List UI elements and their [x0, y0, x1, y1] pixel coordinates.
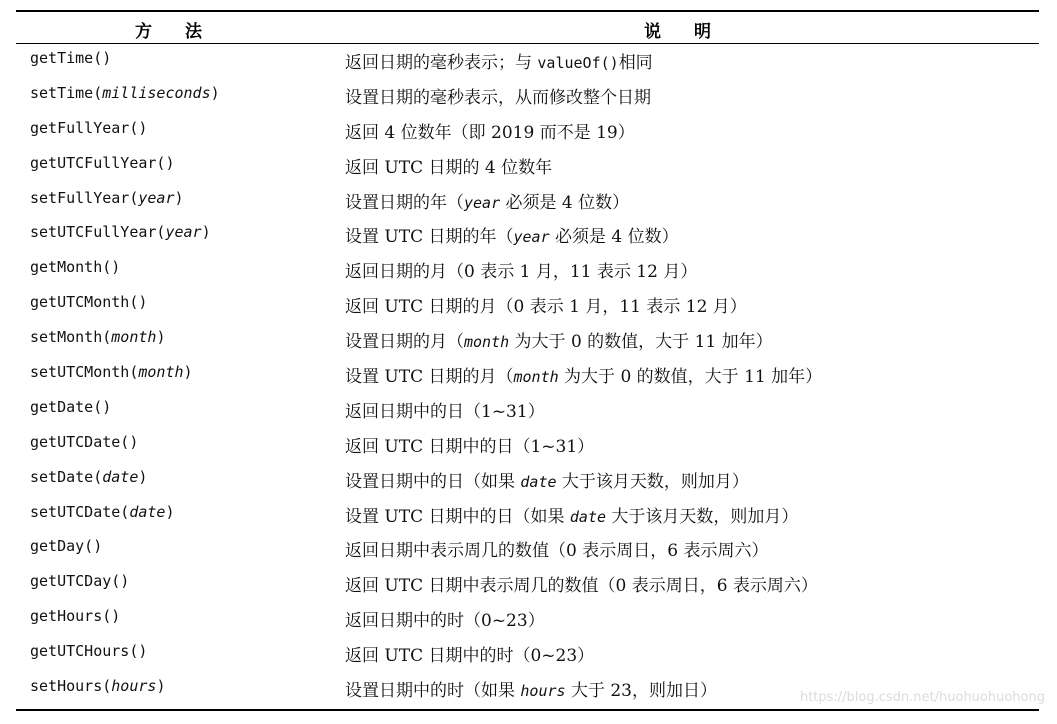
method-text: year	[138, 188, 175, 207]
description-cell	[345, 188, 629, 213]
description-text: month	[513, 368, 559, 387]
method-text: year	[165, 223, 202, 242]
description-text: year	[513, 228, 550, 247]
table-row	[0, 356, 1057, 391]
description-text: 为大于 0 的数值，大于 11 加年）	[509, 332, 773, 353]
method-cell	[30, 572, 129, 590]
method-text: setFullYear(	[30, 188, 139, 207]
table-row	[0, 321, 1057, 356]
description-text: 必须是 4 位数）	[500, 192, 630, 213]
method-cell	[30, 607, 120, 625]
table-bottom-rule	[16, 709, 1039, 711]
table-row	[0, 496, 1057, 531]
description-text: 设置日期的毫秒表示，从而修改整个日期	[345, 87, 651, 108]
method-cell	[30, 503, 175, 521]
method-text: )	[138, 467, 148, 486]
description-text: 返回日期中的时（0~23）	[345, 611, 545, 632]
method-text: getUTCDay()	[30, 572, 130, 591]
method-text: getUTCMonth()	[30, 293, 148, 312]
method-text: milliseconds	[102, 83, 211, 102]
method-text: getDay()	[30, 537, 103, 556]
table-row	[0, 182, 1057, 217]
method-text: )	[165, 502, 175, 521]
method-cell	[30, 119, 147, 137]
description-text: year	[464, 193, 501, 212]
description-cell	[345, 432, 594, 457]
method-text: )	[174, 188, 184, 207]
method-text: getTime()	[30, 49, 112, 67]
description-text: 设置 UTC 日期中的日（如果	[345, 506, 570, 527]
method-cell	[30, 363, 193, 381]
description-text: 返回 UTC 日期中的时（0~23）	[345, 646, 595, 667]
table-row	[0, 426, 1057, 461]
description-text: valueOf()	[537, 54, 619, 72]
header-method: 方法	[135, 22, 235, 42]
description-text: 返回 UTC 日期的月（0 表示 1 月，11 表示 12 月）	[345, 297, 747, 318]
method-text: getFullYear()	[30, 118, 148, 137]
table-row	[0, 391, 1057, 426]
description-text: 返回日期的月（0 表示 1 月，11 表示 12 月）	[345, 262, 698, 283]
description-text: 必须是 4 位数）	[549, 227, 679, 248]
watermark: https://blog.csdn.net/huohuohuohong	[799, 690, 1045, 705]
description-text: 返回日期中的日（1~31）	[345, 401, 545, 422]
method-cell	[30, 537, 102, 555]
table-row	[0, 77, 1057, 112]
description-text: 设置日期中的时（如果	[345, 681, 521, 702]
method-text: getMonth()	[30, 258, 121, 277]
description-text: 大于 23，则加日）	[565, 681, 718, 702]
method-cell	[30, 154, 175, 172]
description-cell	[345, 292, 747, 317]
header-description: 说明	[644, 22, 744, 42]
description-cell	[345, 222, 679, 247]
description-text: 返回日期中表示周几的数值（0 表示周日，6 表示周六）	[345, 541, 769, 562]
method-text: setUTCMonth(	[30, 363, 139, 382]
table-row	[0, 147, 1057, 182]
method-text: setHours(	[30, 677, 112, 696]
description-cell	[345, 571, 818, 596]
method-text: getHours()	[30, 607, 121, 626]
description-text: hours	[520, 682, 566, 701]
method-text: getDate()	[30, 397, 112, 416]
method-text: )	[156, 328, 166, 347]
description-text: 设置日期的月（	[345, 332, 464, 353]
method-text: )	[210, 83, 220, 102]
table-header	[0, 12, 1057, 43]
description-text: 设置日期中的日（如果	[345, 471, 521, 492]
table-row	[0, 530, 1057, 565]
method-text: month	[111, 328, 157, 347]
description-cell	[345, 327, 773, 352]
method-cell	[30, 468, 147, 486]
method-text: month	[138, 363, 184, 382]
method-text: getUTCDate()	[30, 432, 139, 451]
description-text: 设置 UTC 日期的月（	[345, 367, 514, 388]
method-text: getUTCFullYear()	[30, 153, 175, 172]
description-cell	[345, 153, 552, 178]
method-cell	[30, 398, 111, 416]
method-text: setDate(	[30, 467, 103, 486]
description-text: 返回 UTC 日期的 4 位数年	[345, 157, 553, 178]
description-cell	[345, 676, 717, 701]
description-text: 返回日期的毫秒表示；与	[345, 53, 538, 73]
method-text: setMonth(	[30, 328, 112, 347]
description-text: 返回 UTC 日期中的日（1~31）	[345, 436, 595, 457]
description-cell	[345, 83, 651, 108]
table-row	[0, 112, 1057, 147]
table-row	[0, 635, 1057, 670]
method-cell	[30, 642, 147, 660]
method-cell	[30, 49, 111, 67]
description-cell	[345, 257, 697, 282]
table-row	[0, 600, 1057, 635]
method-text: getUTCHours()	[30, 642, 148, 661]
description-cell	[345, 397, 545, 422]
method-text: date	[102, 467, 139, 486]
method-text: setUTCDate(	[30, 502, 130, 521]
description-cell	[345, 467, 749, 492]
description-text: 大于该月天数，则加月）	[606, 506, 799, 527]
method-cell	[30, 189, 184, 207]
description-text: month	[464, 333, 510, 352]
description-cell	[345, 641, 594, 666]
method-text: )	[183, 363, 193, 382]
description-text: 为大于 0 的数值，大于 11 加年）	[558, 367, 823, 388]
method-text: )	[201, 223, 211, 242]
description-cell	[345, 606, 545, 631]
table-row	[0, 251, 1057, 286]
table-row	[0, 565, 1057, 600]
table-row	[0, 286, 1057, 321]
method-cell	[30, 223, 211, 241]
method-cell	[30, 677, 165, 695]
method-cell	[30, 433, 138, 451]
method-cell	[30, 293, 147, 311]
description-text: 返回 UTC 日期中表示周几的数值（0 表示周日，6 表示周六）	[345, 576, 818, 597]
method-cell	[30, 84, 220, 102]
method-text: setUTCFullYear(	[30, 223, 166, 242]
description-text: date	[520, 472, 557, 491]
table-row	[0, 461, 1057, 496]
method-text: hours	[111, 677, 157, 696]
description-text: 返回 4 位数年（即 2019 而不是 19）	[345, 122, 635, 143]
description-cell	[345, 502, 798, 527]
description-text: date	[569, 507, 607, 526]
method-text: )	[156, 677, 166, 696]
description-text: 大于该月天数，则加月）	[556, 471, 749, 492]
method-cell	[30, 258, 120, 276]
description-cell	[345, 362, 822, 387]
table-row	[0, 216, 1057, 251]
method-text: date	[129, 502, 166, 521]
description-cell	[345, 48, 653, 73]
description-text: 设置日期的年（	[345, 192, 464, 213]
description-cell	[345, 118, 635, 143]
method-cell	[30, 328, 165, 346]
method-text: setTime(	[30, 83, 103, 102]
table-body	[0, 42, 1057, 705]
table-row	[0, 42, 1057, 77]
description-text: 相同	[618, 53, 653, 73]
description-cell	[345, 536, 768, 561]
description-text: 设置 UTC 日期的年（	[345, 227, 514, 248]
